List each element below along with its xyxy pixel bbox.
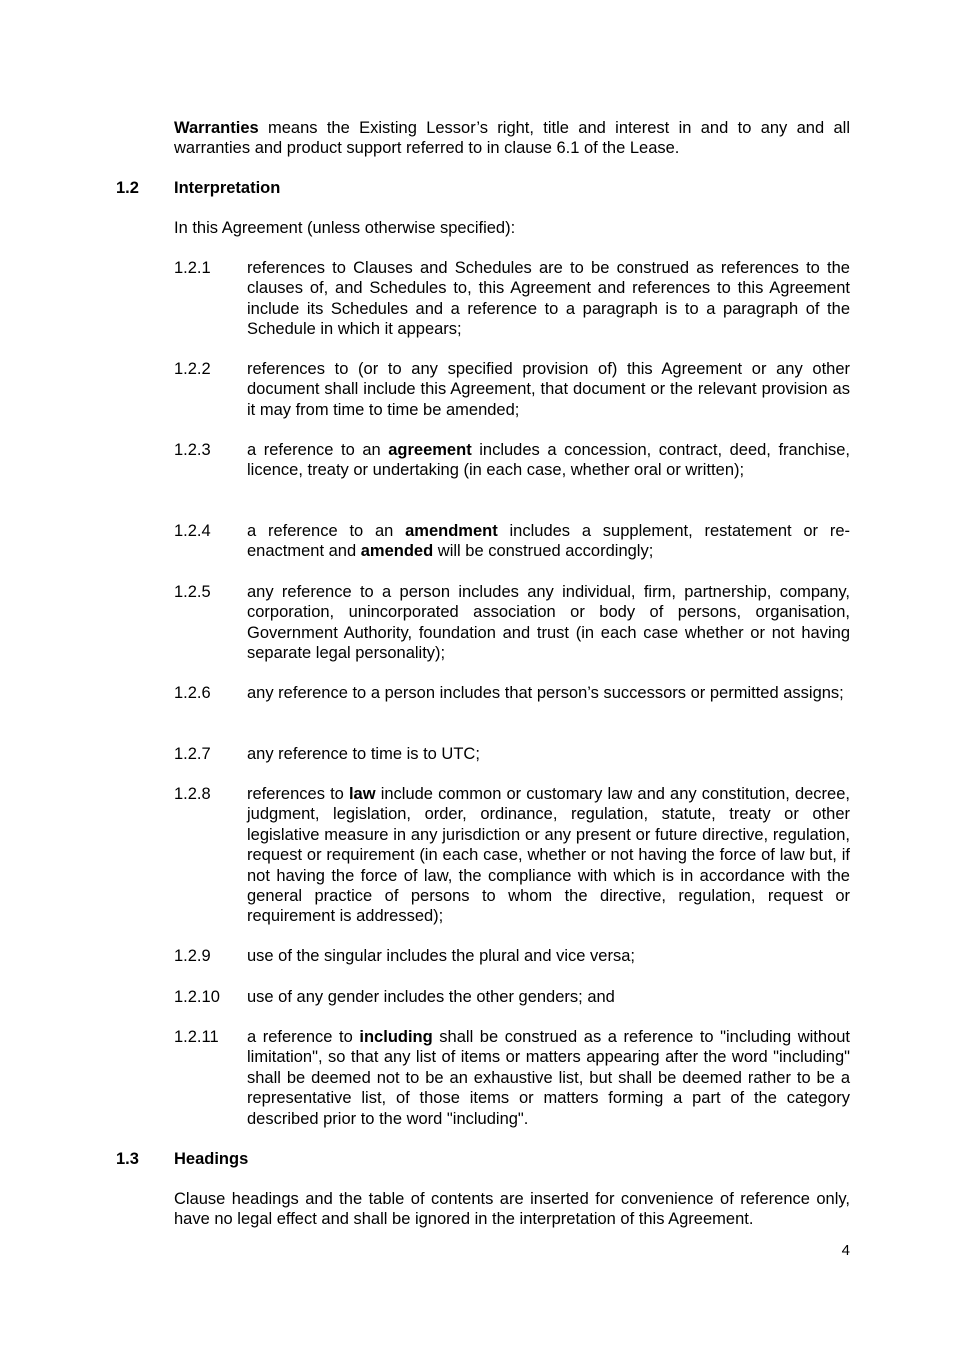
clause-number: 1.2.10: [174, 988, 220, 1006]
defined-term: law: [348, 785, 376, 803]
clause-text: any reference to time is to UTC;: [247, 745, 480, 763]
clause-text: references to (or to any specified provision of) this Agreement or any other document shall include this Agreement, that document or the relevant provision as it may from time to time be amended;: [247, 360, 850, 419]
warranties-definition: [174, 118, 850, 159]
defined-term: agreement: [388, 441, 472, 459]
clause-number: 1.2.7: [174, 745, 211, 763]
clause-text: any reference to a person includes that person’s successors or permitted assigns;: [247, 684, 844, 702]
section-title: Headings: [174, 1150, 249, 1168]
page-number: 4: [841, 1242, 850, 1259]
clause-text: references to Clauses and Schedules are to be construed as references to the clauses of, and Schedules to, this Agreement and references to this Agreement include its Schedules and a reference to a paragraph is to a paragraph of the Schedule in which it appears;: [247, 259, 850, 339]
clause-1-2-4: [174, 521, 850, 562]
defined-term: amendment: [405, 522, 498, 540]
clause-number: 1.2.4: [174, 522, 211, 540]
clause-number: 1.2.9: [174, 947, 211, 965]
clause-number: 1.2.11: [174, 1028, 219, 1046]
headings-paragraph: Clause headings and the table of contents are inserted for convenience of reference only, have no legal effect and shall be ignored in the interpretation of this Agreement.: [174, 1190, 850, 1229]
clause-text: references to law include common or customary law and any constitution, decree, judgment, legislation, order, ordinance, regulation, statute, treaty or other legislative measure in any jurisdiction or any present or future directive, regulation, request or requirement (in each case, whether or not having the force of law but, if not having the force of law, the compliance with which is in accordance with the general practice of persons to whom the directive, regulation, request or requirement is addressed);: [247, 785, 850, 926]
defined-term: including: [359, 1028, 433, 1046]
section-title: Interpretation: [174, 179, 281, 197]
clause-1-2-9: [174, 946, 850, 966]
clause-number: 1.2.1: [174, 259, 211, 277]
clause-number: 1.2.5: [174, 583, 211, 601]
interpretation-intro: In this Agreement (unless otherwise specified):: [174, 219, 516, 237]
clause-1-2-11: [174, 1027, 850, 1129]
clause-1-2-8: [174, 784, 850, 927]
clause-number: 1.2.6: [174, 684, 211, 702]
clause-text: a reference to including shall be construed as a reference to "including without limitation", so that any list of items or matters appearing after the word "including" shall be deemed not to be an exhaustive list, but shall be deemed rather to be a representative list, of those items or matters forming a part of the category described prior to the word "including".: [247, 1028, 851, 1128]
section-number: 1.2: [116, 179, 139, 197]
section-number: 1.3: [116, 1150, 139, 1168]
clause-number: 1.2.2: [174, 360, 211, 378]
clause-number: 1.2.3: [174, 441, 211, 459]
clause-1-2-3: [174, 440, 850, 481]
clause-1-2-2: [174, 359, 850, 420]
defined-term: Warranties: [174, 119, 259, 137]
clause-text: use of any gender includes the other genders; and: [247, 988, 615, 1006]
defined-term: amended: [360, 542, 434, 561]
clause-1-2-6: [174, 683, 850, 703]
clause-number: 1.2.8: [174, 785, 211, 803]
clause-text: use of the singular includes the plural and vice versa;: [247, 947, 635, 965]
clause-text: a reference to an amendment includes a supplement, restatement or re-enactment and amended will be construed accordingly;: [247, 522, 850, 561]
clause-text: a reference to an agreement includes a concession, contract, deed, franchise, licence, treaty or undertaking (in each case, whether oral or written);: [247, 441, 850, 480]
clause-1-2-1: [174, 258, 850, 340]
definition-text: means the Existing Lessor’s right, title and interest in and to any and all warranties and product support referred to in clause 6.1 of the Lease.: [174, 119, 850, 158]
clause-1-2-7: [174, 744, 850, 764]
clause-text: any reference to a person includes any individual, firm, partnership, company, corporation, unincorporated association or body of persons, organisation, Government Authority, foundation and trust (in each case whether or not having separate legal personality);: [247, 583, 850, 663]
clause-1-2-5: [174, 582, 850, 664]
clause-1-2-10: [174, 987, 850, 1007]
